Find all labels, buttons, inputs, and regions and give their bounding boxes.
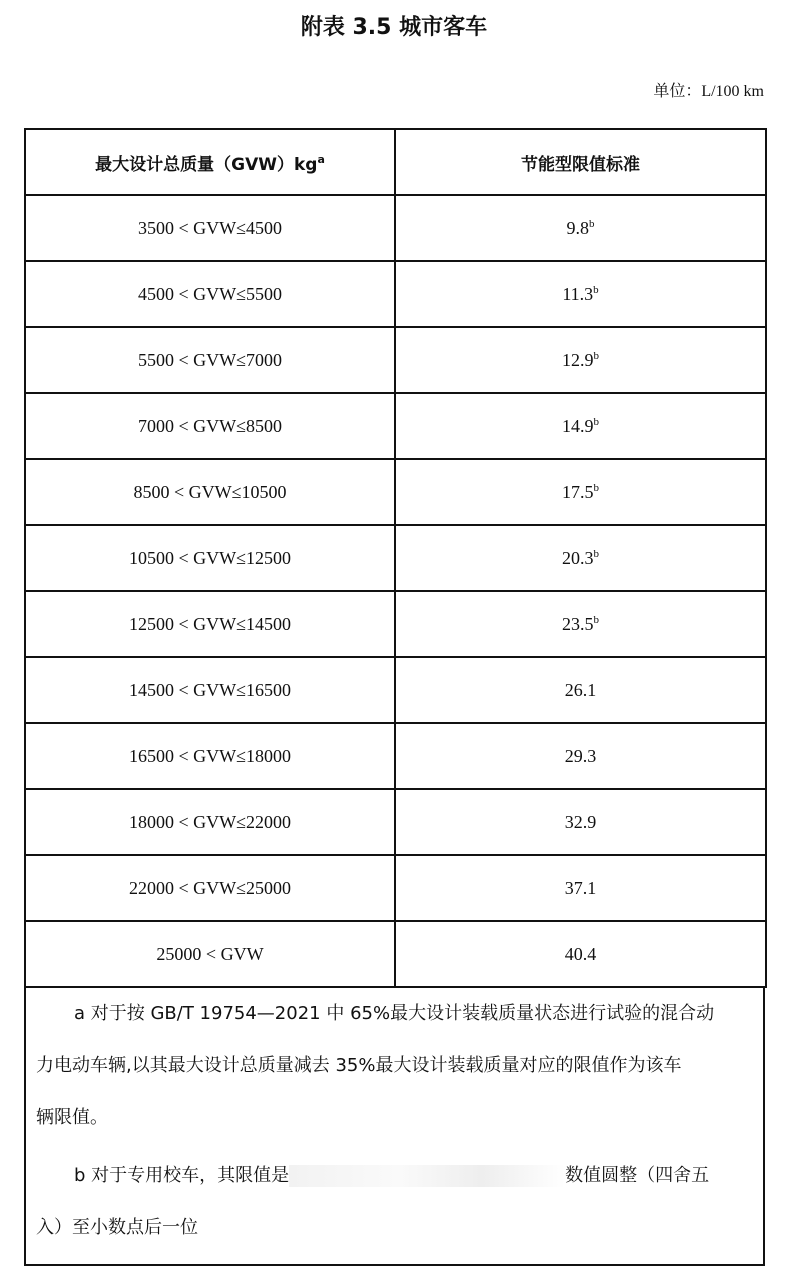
- gvw-range-cell: 18000 < GVW≤22000: [25, 789, 395, 855]
- notes-box: [24, 986, 765, 1266]
- limit-value: 11.3: [562, 283, 594, 304]
- table-row: [25, 723, 766, 789]
- note-b-line2: 入）至小数点后一位: [36, 1217, 198, 1238]
- limit-value-cell: [395, 195, 766, 261]
- limit-value-sup: b: [593, 481, 599, 494]
- limit-value-sup: b: [589, 217, 595, 230]
- limits-table: [24, 128, 767, 988]
- limit-value-cell: [395, 921, 766, 987]
- page-title: 附表 3.5 城市客车: [300, 15, 488, 40]
- limit-value: 17.5: [562, 481, 594, 502]
- gvw-range-cell: 12500 < GVW≤14500: [25, 591, 395, 657]
- limit-value-sup: b: [593, 547, 599, 560]
- table-row: [25, 855, 766, 921]
- table-row: [25, 327, 766, 393]
- table-row: [25, 921, 766, 987]
- gvw-range-cell: 16500 < GVW≤18000: [25, 723, 395, 789]
- table-header-row: [25, 129, 766, 195]
- limit-value-cell: [395, 657, 766, 723]
- note-b-end: 数值圆整（四舍五: [565, 1165, 710, 1186]
- limit-value: 9.8: [566, 217, 589, 238]
- limit-value: 37.1: [564, 877, 597, 898]
- gvw-range-cell: 4500 < GVW≤5500: [25, 261, 395, 327]
- note-b-line1: [36, 1150, 758, 1202]
- gvw-range-cell: 7000 < GVW≤8500: [25, 393, 395, 459]
- gvw-range-cell: 8500 < GVW≤10500: [25, 459, 395, 525]
- table-row: [25, 393, 766, 459]
- limit-value: 14.9: [562, 415, 594, 436]
- limit-value: 32.9: [564, 811, 597, 832]
- header-gvw: [25, 129, 395, 195]
- table-row: [25, 261, 766, 327]
- table-row: [25, 657, 766, 723]
- limit-value: 40.4: [564, 943, 597, 964]
- header-gvw-label: 最大设计总质量（GVW）kg: [95, 154, 318, 175]
- gvw-range-cell: 25000 < GVW: [25, 921, 395, 987]
- table-row: [25, 459, 766, 525]
- limit-value-cell: [395, 789, 766, 855]
- note-a-line1: a 对于按 GB/T 19754—2021 中 65%最大设计装载质量状态进行试验的混合动: [74, 1003, 715, 1024]
- gvw-range-cell: 10500 < GVW≤12500: [25, 525, 395, 591]
- limit-value-cell: [395, 261, 766, 327]
- note-a-line3: 辆限值。: [36, 1107, 108, 1128]
- limit-value-cell: [395, 855, 766, 921]
- limit-value: 23.5: [562, 613, 594, 634]
- limit-value-cell: [395, 459, 766, 525]
- redacted-block: [289, 1165, 565, 1187]
- table-row: [25, 591, 766, 657]
- header-gvw-sup: a: [317, 152, 325, 166]
- limit-value-sup: b: [593, 349, 599, 362]
- gvw-range-cell: 3500 < GVW≤4500: [25, 195, 395, 261]
- table-row: [25, 525, 766, 591]
- note-a-line2: 力电动车辆,以其最大设计总质量减去 35%最大设计装载质量对应的限值作为该车: [36, 1055, 682, 1076]
- limit-value-sup: b: [593, 613, 599, 626]
- limit-value-sup: b: [593, 283, 599, 296]
- unit-label: 单位：L/100 km: [653, 83, 764, 100]
- limit-value-sup: b: [593, 415, 599, 428]
- limit-value-cell: [395, 327, 766, 393]
- gvw-range-cell: 22000 < GVW≤25000: [25, 855, 395, 921]
- table-row: [25, 789, 766, 855]
- table-row: [25, 195, 766, 261]
- limit-value-cell: [395, 525, 766, 591]
- limit-value: 26.1: [564, 679, 597, 700]
- gvw-range-cell: 14500 < GVW≤16500: [25, 657, 395, 723]
- gvw-range-cell: 5500 < GVW≤7000: [25, 327, 395, 393]
- limit-value: 29.3: [564, 745, 597, 766]
- limit-value-cell: [395, 591, 766, 657]
- header-limit: 节能型限值标准: [395, 129, 766, 195]
- limit-value-cell: [395, 393, 766, 459]
- limit-value: 12.9: [562, 349, 594, 370]
- note-b-start: b 对于专用校车，其限值是: [74, 1165, 290, 1186]
- limit-value: 20.3: [562, 547, 594, 568]
- limit-value-cell: [395, 723, 766, 789]
